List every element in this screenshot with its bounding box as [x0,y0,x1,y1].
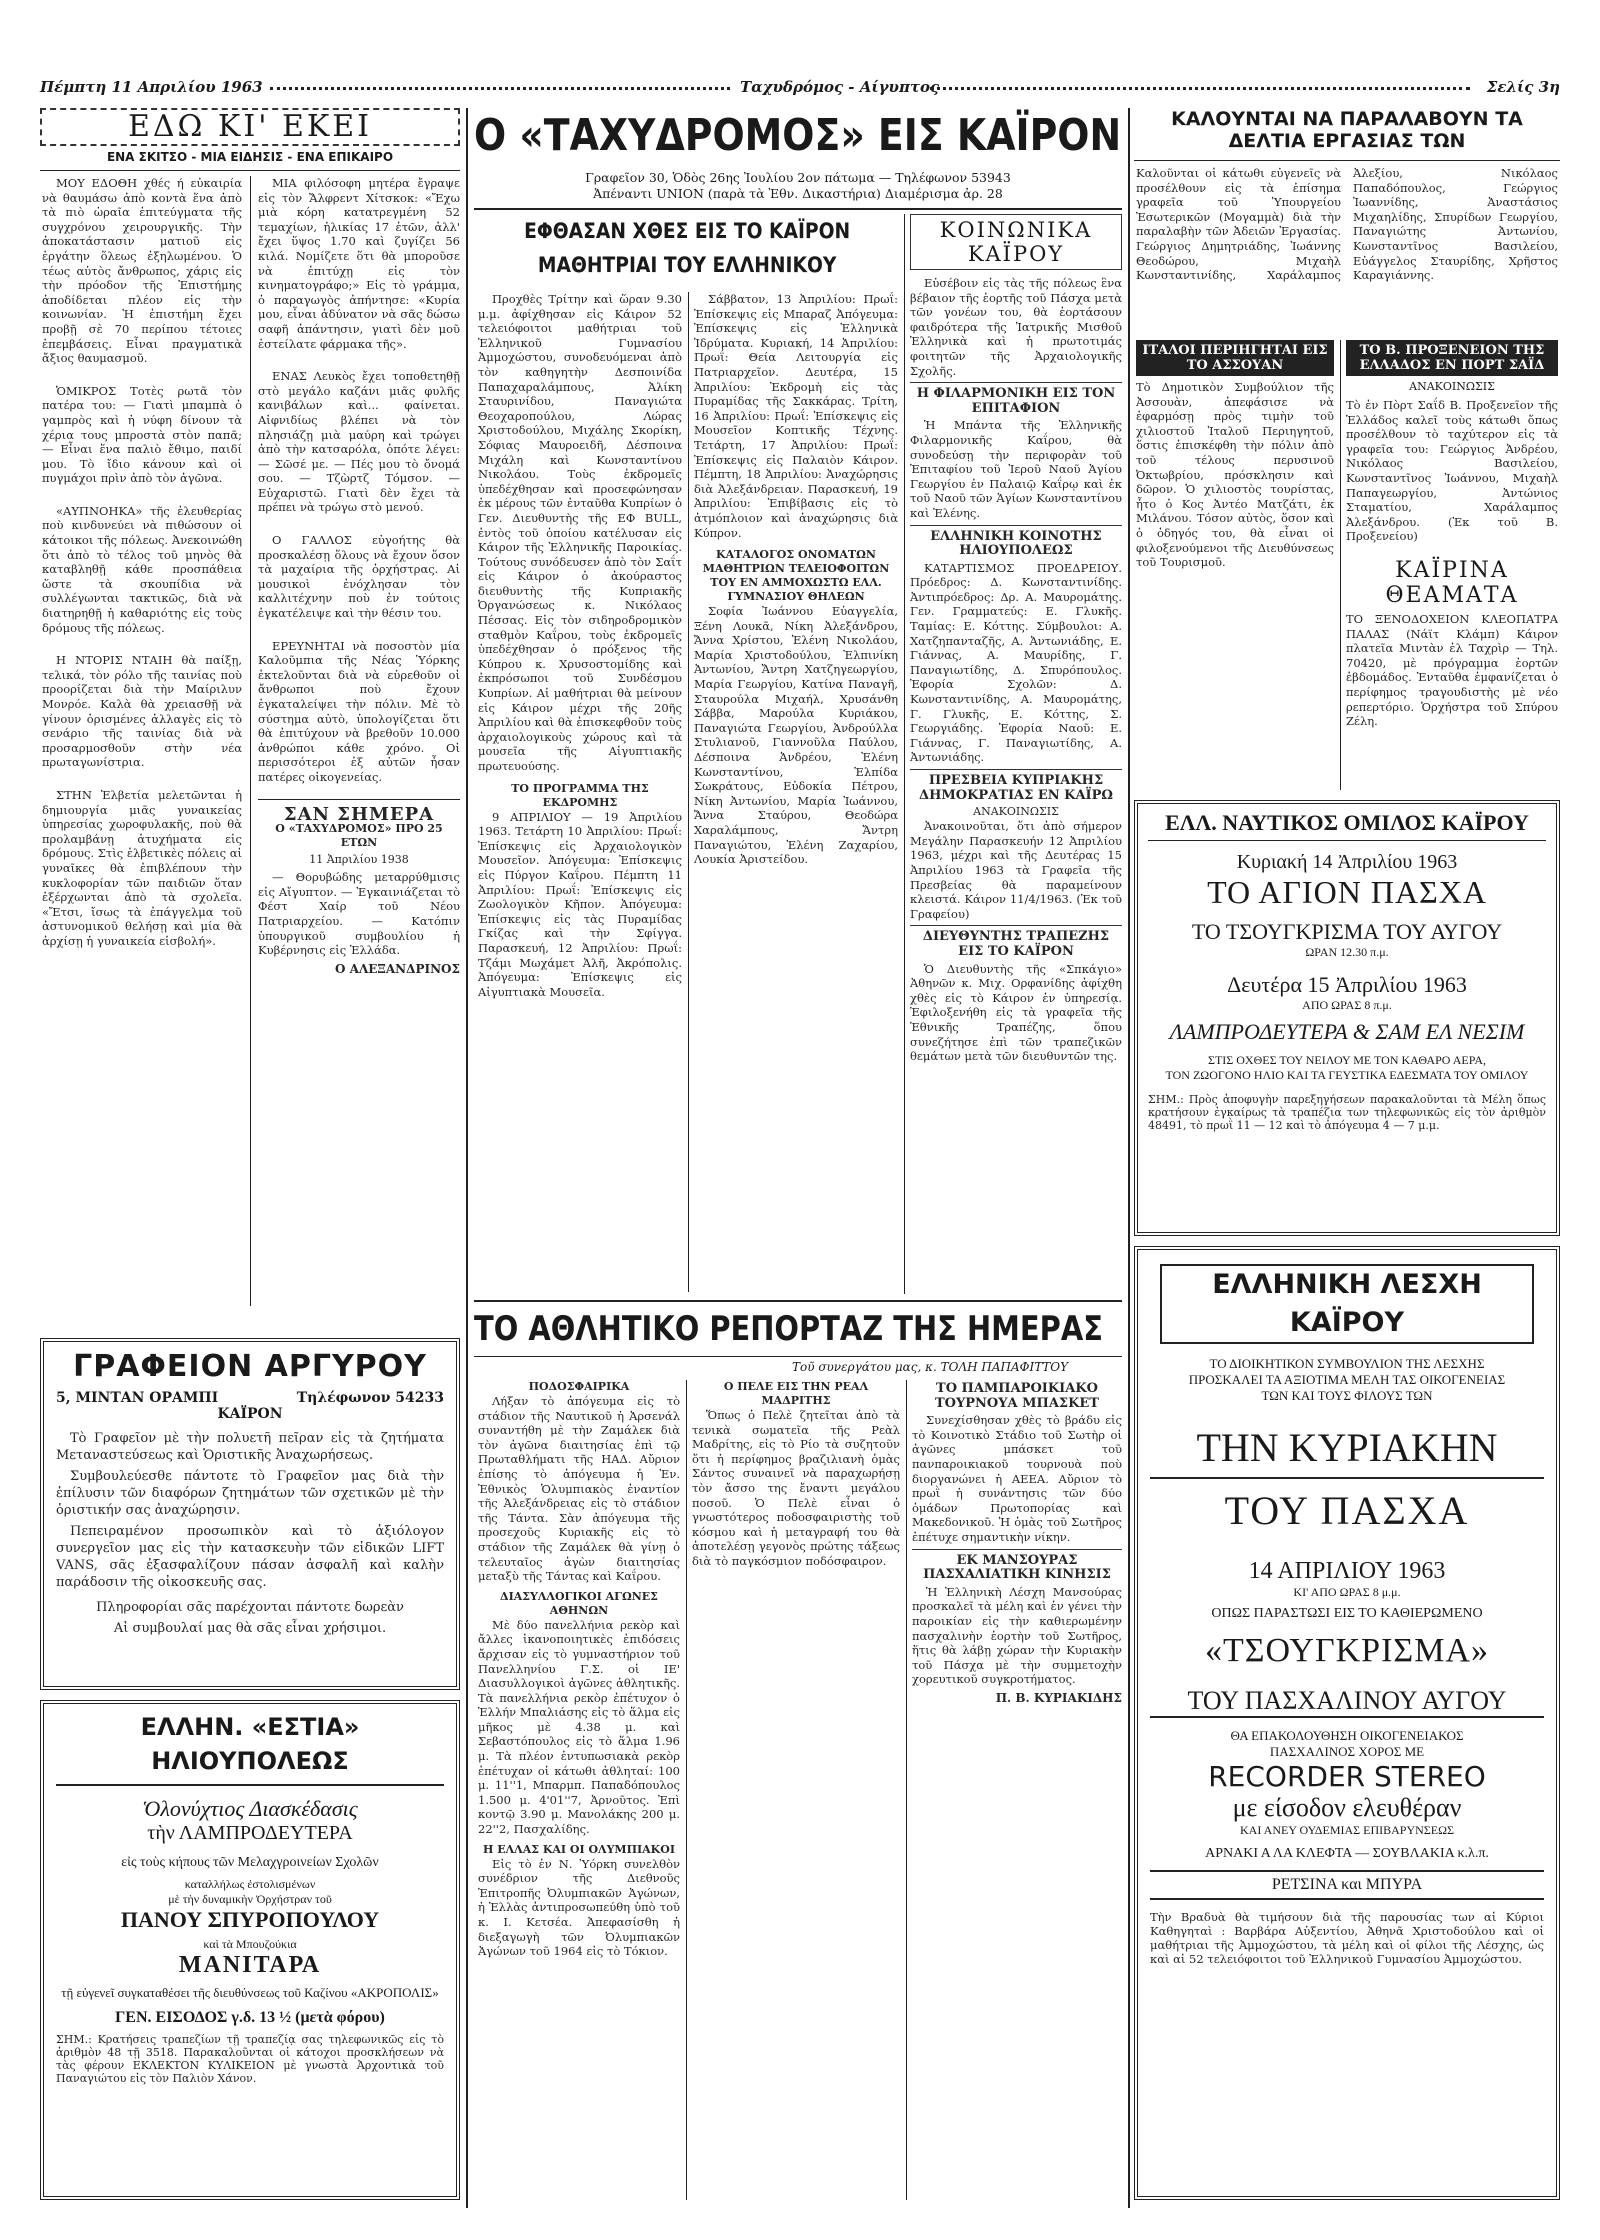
greek-club-date: 14 ΑΠΡΙΛΙΟΥ 1963 [1248,1558,1446,1584]
sport-banner [474,1306,1122,1354]
edo-item-c: «ΑΥΠΝΟΗΚΑ» τῆς ἐλευθερίας ποὺ κινδυνεύει νὰ πιθώσουν οἱ κάτοικοι τῆς πόλεως. Ἀνεκοινώθη ὅτι ἀπὸ τὸ τέλος τοῦ μηνὸς θὰ καταβληθῇ κάθε προσπάθεια ὥστε τὰ σκουπίδια νὰ συλλέγωνται τακτικῶς, διὰ νὰ διατηρηθῇ ἡ καθαριότης εἰς τοὺς δρόμους τῆς πόλεως. [42,503,242,635]
header-divider [270,87,730,90]
nautical-note: ΣΗΜ.: Πρὸς ἀποφυγὴν παρεξηγήσεων παρακαλοῦνται τὰ Μέλη ὅπως κρατήσουν ἐγκαίρως τὰ τραπέζια των τηλεφωνικῶς εἰς τὸν ἀριθμὸν 48491, τὸ πρωῒ 11 — 12 καὶ τὸ ἀπόγευμα 4 — 7 μ.μ. [1148,1093,1546,1132]
greek-club-time: ΚΙ' ΑΠΟ ΩΡΑΣ 8 μ.μ. [1293,1585,1401,1599]
sport-subtitle-2: ΔΙΑΣΥΛΛΟΓΙΚΟΙ ΑΓΩΝΕΣ ΑΘΗΝΩΝ [500,1589,658,1617]
program-title: ΤΟ ΠΡΟΓΡΑΜΜΑ ΤΗΣ ΕΚΔΡΟΜΗΣ [511,781,649,809]
estia-line-4: καταλλήλως ἐστολισμένων [184,1877,316,1891]
greek-club-title: ΕΛΛΗΝΙΚΗ ΛΕΣΧΗ ΚΑΪΡΟΥ [1160,1264,1534,1344]
nautical-title: ΕΛΛ. ΝΑΥΤΙΚΟΣ ΟΜΙΛΟΣ ΚΑΪΡΟΥ [1148,810,1546,841]
nautical-date-2: Δευτέρα 15 Ἀπριλίου 1963 [1227,972,1467,997]
social-title: ΚΟΙΝΩΝΙΚΑ ΚΑΪΡΟΥ [910,214,1122,270]
greek-club-easter: ΤΟΥ ΠΑΣΧΑ [1224,1488,1470,1533]
work-title: ΚΑΛΟΥΝΤΑΙ ΝΑ ΠΑΡΑΛΑΒΟΥΝ ΤΑ ΔΕΛΤΙΑ ΕΡΓΑΣΙΑΣ ΤΩΝ [1171,108,1523,152]
sport-subtitle-4: Ο ΠΕΛΕ ΕΙΣ ΤΗΝ ΡΕΑΛ ΜΑΔΡΙΤΗΣ [723,1380,869,1407]
greek-club-line-9: ΡΕΤΣΙΝΑ και ΜΠΥΡΑ [1150,1870,1544,1900]
cairo-address-line-1: Γραφεῖον 30, Ὁδὸς 26ης Ἰουλίου 2ον πάτωμα — Τηλέφωνον 53943 [585,170,1011,185]
divider [258,799,460,800]
bank-text: Ὁ Διευθυντὴς τῆς «Σπκάγιο» Ἀθηνῶν κ. Μιχ. Ορφανίδης ἀφίχθη χθὲς εἰς τὸ Κάιρον ἐν ὑπηρεσίᾳ. Ἐφιλοξενήθη εἰς τὰ γραφεῖα τῆς Ἐθνικῆς Τραπέζης, ὅπου συνεζήτησε ἐπὶ τῶν τραπεζικῶν θεμάτων μετὰ τῶν διευθυντῶν της. [910,961,1122,1064]
nautical-line-2: ΤΟΝ ΖΩΟΓΟΝΟ ΗΛΙΟ ΚΑΙ ΤΑ ΓΕΥΣΤΙΚΑ ΕΔΕΣΜΑΤΑ ΤΟΥ ΟΜΙΛΟΥ [1165,1068,1529,1082]
sport-text-5: Συνεχίσθησαν χθὲς τὸ βράδυ εἰς τὸ Κοινοτικὸ Στάδιο τοῦ Σωτὴρ οἱ ἀγῶνες μπάσκετ τοῦ πανπαροικιακοῦ τουρνουὰ ποὺ διοργανώνει ἡ ΑΕΕΑ. Αὔριον τὸ πρωῒ ἡ συνάντησις τῶν δύο ὁμάδων Πρωτοπορίας καὶ Μακεδονικοῦ. Ἡ ὁμὰς τοῦ Σωτῆρος ἐπέτυχε σημαντικὴν νίκην. [912,1413,1122,1544]
consulate-text: Τὸ ἐν Πὸρτ Σαΐδ Β. Προξενεῖον τῆς Ἑλλάδος καλεῖ τοὺς κάτωθι ὅπως προσέλθουν τὸ ταχύτερον εἰς τὰ γραφεῖα του: Γεώργιος Ἀνδρέου, Νικόλαος Βασιλείου, Κωνσταντῖνος Ἰωάννου, Μιχαὴλ Παπαγεωργίου, Ἀντώνιος Σταματίου, Χαράλαμπος Ἀλεξάνδρου. (Ἐκ τοῦ Β. Προξενείου) [1346,398,1558,544]
bomb-column [1346,340,1558,790]
greek-club-line-7: ΚΑΙ ΑΝΕΥ ΟΥΔΕΜΙΑΣ ΕΠΙΒΑΡΥΝΣΕΩΣ [1239,1823,1455,1837]
italian-text: Τὸ Δημοτικὸν Συμβούλιον τῆς Ἀσσουὰν, ἀπεφάσισε νὰ ἐφαρμόσῃ πρὸς τιμὴν τοῦ χιλιοστοῦ Ἰταλοῦ Περιηγητοῦ, ὅστις ἐπισκέφθη τὴν πόλιν ἀπὸ τοῦ τέλους περυσινοῦ Ὀκτωβρίου, πρόσκλησιν καὶ δῶρον. Ὁ χιλιοστὸς τουρίστας, ἦτο ὁ Κος Ἀντέο Ματζάτι, ἐκ Μιλάνου. Τόσον αὐτὸς, ὅσον καὶ ὁ ὁδηγός του, θὰ εἶναι οἱ φιλοξενούμενοι τῆς Διευθύνσεως τοῦ Τουρισμοῦ. [1136,380,1334,570]
sport-text-2: Μὲ δύο πανελλήνια ρεκὸρ καὶ ἄλλες ἱκανοποιητικὲς ἐπιδόσεις ἄρχισαν εἰς τὸ γυμναστήριον τοῦ Πανελληνίου Γ.Σ. οἱ ΙΕ' Διασυλλογικοὶ ἀγῶνες ἀθλητικῆς. Τὰ πανελλήνια ρεκὸρ ἐπέτυχον ὁ Ἑλλήν Μπαλιάσης εἰς τὸ ἅλμα εἰς μῆκος μὲ 4.38 μ. καὶ Σεβαστόπουλος εἰς τὸ ἅλμα 1.96 μ. Τὰ πλέον ἐντυπωσιακὰ ρεκὸρ ἐπέτυχαν οἱ κάτωθι ἀθληταί: 100 μ. 11''1, Μπαρμπ. Παπαδόπουλος 1.500 μ. 4'01''7, Ἀρνοῦτος. Ἐπὶ κοντῷ 3.90 μ. Μανολάκης 200 μ. 22''2, Πασχαλίδης. [478,1617,680,1837]
sport-title: ΤΟ ΑΘΛΗΤΙΚΟ ΡΕΠΟΡΤΑΖ ΤΗΣ ΗΜΕΡΑΣ [474,1309,1103,1349]
divider [250,176,251,1306]
on-this-day-date: 11 Ἀπριλίου 1938 [309,853,409,867]
on-this-day-text: — Θορυβώδης μεταρρύθμισις εἰς Αἴγυπτον. — Ἐγκαινιάζεται τὸ Φέστ Χαίρ τοῦ Νέου Πατριαρχείου. — Κατόπιν ὑπουργικοῦ συμβουλίου ἡ Κυβέρνησις εἰς Ἑλλάδα. [258,870,460,958]
estia-ad [40,1700,460,2200]
greek-club-sunday: ΤΗΝ ΚΥΡΙΑΚΗΝ [1150,1424,1544,1479]
sport-subtitle-1: ΠΟΔΟΣΦΑΙΡΙΚΑ [528,1380,630,1393]
sport-column-b [692,1380,900,2200]
header-page-number: Σελίς 3η [1486,78,1560,96]
divider [688,292,689,1292]
greek-club-line-6: ΠΑΣΧΑΛΙΝΟΣ ΧΟΡΟΣ ΜΕ [1269,1744,1425,1759]
argyrou-text-2: Συμβουλεύεσθε πάντοτε τὸ Γραφεῖον μας διὰ τὴν ἐπίλυσιν τῶν διαφόρων ζητημάτων τῶν σχετικῶν μὲ τὴν ὁριστικήν σας ἀναχώρησιν. [56,1469,444,1518]
epitafios-text: Ἡ Μπάντα τῆς Ἑλληνικῆς Φιλαρμονικῆς Καΐρου, θὰ συνοδεύσῃ τὴν περιφορὰν τοῦ Ἐπιταφίου τοῦ Ἱεροῦ Ναοῦ Ἁγίου Γεωργίου ἐν Παλαιῷ Καΐρῳ καὶ ἐκ τοῦ Ναοῦ τῶν Ἁγίων Κωνσταντίνου καὶ Ἑλένης. [910,418,1122,520]
nautical-event-2: ΛΑΜΠΡΟΔΕΥΤΕΡΑ & ΣΑΜ ΕΛ ΝΕΣΙΜ [1169,1019,1525,1044]
students-title: ΕΦΘΑΣΑΝ ΧΘΕΣ ΕΙΣ ΤΟ ΚΑΪΡΟΝ ΜΑΘΗΤΡΙΑΙ ΤΟΥ ΕΛΛΗΝΙΚΟΥ [524,219,851,277]
greek-club-line-8: ΑΡΝΑΚΙ Α ΛΑ ΚΛΕΦΤΑ — ΣΟΥΒΛΑΚΙΑ κ.λ.π. [1205,1846,1489,1861]
divider [906,1380,907,2200]
students-text: Προχθὲς Τρίτην καὶ ὥραν 9.30 μ.μ. ἀφίχθησαν εἰς Κάιρον 52 τελειόφοιτοι μαθήτριαι τοῦ Ἑλληνικοῦ Γυμνασίου Ἀμμοχώστου, συνοδευόμεναι ἀπὸ τὸν καθηγητὴν Δεσποινίδα Παπαχαραλάμπους, Ἀλίκη Σταυρινίδου, Παναγιώτα Θεοχαροπούλου, Λώρας Χριστοδούλου, Μιχάλης Σκορίκη, Σόφιας Μαυροειδῆ, Δέσποινα Μιχάλη καὶ Κωνσταντίνου Νικολάου. Τοὺς ἐκδρομεῖς ὑπεδέχθησαν καὶ προσεφώνησαν ἐκ μέρους τῶν ἐνταῦθα Κυπρίων ὁ Γεν. Διευθυντὴς τῆς ΕΦ BULL, ἐντὸς τοῦ ὁποίου κατέλυσαν εἰς Κάιρον τῆς Ἑλληνικῆς Παροικίας. Τούτους συνόδευσεν ἀπὸ τὸν Σαΐτ εἰς Κάιρον ὁ ἀκούραστος διευθυντὴς τῆς Κυπριακῆς Ὀργανώσεως κ. Νικόλαος Πέσσας. Εἰς τὸν σιδηροδρομικὸν σταθμὸν Καΐρου, τοὺς ἐκδρομεῖς ὑπεδέχθησαν ὁ πρόξενος τῆς Κύπρου κ. Χρυσοστομίδης καὶ ἐκπρόσωποι τοῦ Συνδέσμου Κυπρίων. Αἱ μαθήτριαι θὰ μείνουν εἰς Κάιρον μέχρι τῆς 20ῆς Ἀπριλίου καὶ θὰ ἐπισκεφθοῦν τοὺς ἀρχαιολογικοὺς χώρους καὶ τὰ μουσεῖα τῆς Αἰγυπτιακῆς πρωτευούσης. [478,292,682,773]
sport-subtitle-5: ΤΟ ΠΑΜΠΑΡΟΙΚΙΑΚΟ ΤΟΥΡΝΟΥΑ ΜΠΑΣΚΕΤ [935,1381,1099,1411]
estia-line-8: ΜΑΝΙΤΑΡΑ [178,1952,322,1978]
header-date: Πέμπτη 11 Απριλίου 1963 [40,78,263,96]
bank-title: ΔΙΕΥΘΥΝΤΗΣ ΤΡΑΠΕΖΗΣ ΕΙΣ ΤΟ ΚΑΪΡΟΝ [910,925,1122,959]
edo-item-g: ΕΝΑΣ Λευκὸς ἔχει τοποθετηθῇ στὸ μεγάλο καζάνι μιᾶς φυλῆς κανιβάλων καὶ... φαίνεται. Αἰφνιδίως βλέπει νὰ τὸν πλησιάζῃ μιὰ μαύρη καὶ τρώγει ἀπὸ τὴν κατσαρόλα, ὁπότε λέγει: — Σῶσέ με. — Πές μου τὸ ὄνομά σου. — Τζὼρτζ Τόμσον. — Εὐχαριστῶ. Γιατὶ δὲν ἔχει τὰ πρέπει νὰ τρώγω στὸ μενού. [258,369,460,515]
heliopolis-title: ΕΛΛΗΝΙΚΗ ΚΟΙΝΟΤΗΣ ΗΛΙΟΥΠΟΛΕΩΣ [910,525,1122,559]
heliopolis-text: ΚΑΤΑΡΤΙΣΜΟΣ ΠΡΟΕΔΡΕΙΟΥ. Πρόεδρος: Δ. Κωνσταντινίδης. Ἀντιπρόεδρος: Δρ. Α. Μαυρομάτης. Γεν. Γραμματεύς: Ε. Γλυκῆς. Ταμίας: Ε. Κόττης. Σύμβουλοι: Α. Χατζηπανταζῆς, Α. Ἀντωνιάδης, Ε. Γιάννας, Α. Μαυρίδης, Γ. Παναγιωτίδης, Δ. Σπυρόπουλος. Ἐφορία Σχολῶν: Δ. Κωνσταντινίδης, Α. Μαυρομάτης, Γ. Γλυκῆς, Ε. Κόττης, Σ. Γεωργιάδης. Ἐφορία Ναοῦ: Ε. Γιάννας, Γ. Παναγιωτίδης, Α. Ἀντωνιάδης. [910,560,1122,765]
edo-item-i: ΕΡΕΥΝΗΤΑΙ νὰ ποσοστὸν μία Καλοῦμπια τῆς Νέας Ὑόρκης ἐκτελοῦνται διὰ νὰ εὑρεθοῦν οἱ ἄνθρωποι ποὺ ἔχουν ἐγκαταλείψει τὴν πόλιν. Μὲ τὸ σύστημα αὐτὸ, ὑπολογίζεται ὅτι θὰ ἐπιτύχουν νὰ βρεθοῦν 10.000 ἀνθρώποι κάθε χρόνο. Οἱ περισσότεροι ἐξ αὐτῶν ἦσαν πατέρες οἰκογενείας. [258,638,460,784]
estia-title: ΕΛΛΗΝ. «ΕΣΤΙΑ» ΗΛΙΟΥΠΟΛΕΩΣ [56,1710,444,1786]
edo-subtitle: ΕΝΑ ΣΚΙΤΣΟ - ΜΙΑ ΕΙΔΗΣΙΣ - ΕΝΑ ΕΠΙΚΑΙΡΟ [106,150,394,164]
edo-column-b [258,176,460,1306]
greek-club-egg: ΤΟΥ ΠΑΣΧΑΛΙΝΟΥ ΑΥΓΟΥ [1150,1686,1544,1718]
cyprus-embassy-subtitle: ΑΝΑΚΟΙΝΩΣΙΣ [973,805,1059,819]
estia-line-2: τὴν ΛΑΜΠΡΟΔΕΥΤΕΡΑ [147,1822,353,1844]
divider [474,1300,1122,1302]
argyrou-text-4: Πληροφορίαι σᾶς παρέχονται πάντοτε δωρεὰν [96,1600,404,1615]
sport-byline: Τοῦ συνεργάτου μας, κ. ΤΟΛΗ ΠΑΠΑΦΙΤΤΟΥ [791,1360,1068,1374]
consulate-title: ΤΟ Β. ΠΡΟΞΕΝΕΙΟΝ ΤΗΣ ΕΛΛΑΔΟΣ ΕΝ ΠΟΡΤ ΣΑΪΔ [1346,340,1558,376]
program-text: 9 ΑΠΡΙΛΙΟΥ — 19 Ἀπριλίου 1963. Τετάρτη 10 Ἀπριλίου: Πρωΐ: Ἐπίσκεψις εἰς Ἀρχαιολογικὸν Μουσεῖον. Ἀπόγευμα: Ἐπίσκεψις εἰς Πύργον Καΐρου. Πέμπτη 11 Ἀπριλίου: Πρωΐ: Ἐπίσκεψις εἰς Ζωολογικὸν Κῆπον. Ἀπόγευμα: Ἐπίσκεψις εἰς τὰς Πυραμίδας Γκίζας καὶ τὴν Σφίγγα. Παρασκευή, 12 Ἀπριλίου: Πρωΐ: Τζάμι Μωχάμετ Ἀλῆ, Ἀκρόπολις. Ἀπόγευμα: Ἐπίσκεψις εἰς Αἰγυπτιακὰ Μουσεῖα. [478,809,682,999]
edo-column-a [42,176,242,1306]
nautical-event-1: ΤΟ ΑΓΙΟΝ ΠΑΣΧΑ [1207,874,1487,910]
divider [904,214,905,1294]
estia-line-9: τῇ εὐγενεῖ συγκαταθέσει τῆς διευθύνσεως τοῦ Καζίνου «ΑΚΡΟΠΟΛΙΣ» [61,1985,439,2000]
divider [40,170,460,171]
names-title: ΚΑΤΑΛΟΓΟΣ ΟΝΟΜΑΤΩΝ ΜΑΘΗΤΡΙΩΝ ΤΕΛΕΙΟΦΟΙΤΩΝ ΤΟΥ ΕΝ ΑΜΜΟΧΩΣΤΩ ΕΛΛ. ΓΥΜΝΑΣΙΟΥ ΘΗΛΕΩΝ [702,548,890,604]
argyrou-address: 5, ΜΙΝΤΑΝ ΟΡΑΜΠΙ [56,1390,219,1406]
sport-subtitle-6: ΕΚ ΜΑΝΣΟΥΡΑΣ ΠΑΣΧΑΛΙΑΤΙΚΗ ΚΙΝΗΣΙΣ [912,1549,1122,1583]
sport-text-6: Ἡ Ἑλληνικὴ Λέσχη Μανσούρας προσκαλεῖ τὰ μέλη καὶ ἐν γένει τὴν παροικίαν εἰς τὴν καθιερωμένην πασχαλινὴν ἑορτὴν τοῦ Σωτῆρος, ἥτις θὰ λάβῃ χώραν τὴν Κυριακὴν τοῦ Πάσχα μὲ τὴν συμμετοχὴν χορευτικοῦ συγκροτήματος. [912,1584,1122,1687]
work-text-columns [1136,166,1558,338]
sport-signature: Π. Β. ΚΥΡΙΑΚΙΔΗΣ [995,1690,1122,1705]
argyrou-text-1: Τὸ Γραφεῖον μὲ τὴν πολυετῆ πεῖραν εἰς τὰ ζητήματα Μεταναστεύσεως καὶ Ὁριστικῆς Ἀναχωρήσεως. [56,1431,444,1463]
cairo-banner [474,108,1122,168]
students-column-a [478,292,682,1292]
estia-line-1: Ὁλονύχτιος Διασκέδασις [142,1796,358,1821]
cinema-text: ΤΟ ΞΕΝΟΔΟΧΕΙΟΝ ΚΛΕΟΠΑΤΡΑ ΠΑΛΑΣ (Νάϊτ Κλάμπ) Κάιρον πλατεῖα Μιντὰν ἐλ Ταχρὶρ — Τηλ. 70420, μὲ πρόγραμμα ἑορτῶν ἐβδομάδος. Ἐνταῦθα ἐμφανίζεται ὁ περίφημος τραγουδιστὴς μὲ νέο ρεπερτόριο. Ὁρχήστρα τοῦ Σπύρου Ζέλη. [1346,611,1558,729]
divider [686,1380,687,2200]
sport-column-c [912,1380,1122,2200]
greek-club-line-3: ΤΩΝ ΚΑΙ ΤΟΥΣ ΦΙΛΟΥΣ ΤΩΝ [1261,1388,1433,1403]
italian-title: ΙΤΑΛΟΙ ΠΕΡΙΗΓΗΤΑΙ ΕΙΣ ΤΟ ΑΣΣΟΥΑΝ [1136,340,1334,376]
edo-item-a: ΜΟΥ ΕΔΟΘΗ χθές ή εὐκαιρία νὰ θαυμάσω ἀπὸ κοντὰ ἕνα ἀπὸ τὰ πιὸ ὡραῖα ἐπιτεύγματα τῆς συγχρόνου χειρουργικῆς. Τὴν ἀποκατάστασιν ματιοῦ εἰς ἐργάτην ὅλεως ἐξηλωμένου. Ὁ τέως αὐτὸς ἄνθρωπος, χάρις εἰς τὴν πρόοδον τῆς Ἐπιστήμης ἀποδίδεται πλέον εἰς τὴν κοινωνίαν. Ἡ ἐπιστήμη ἔχει προβῇ σὲ 70 περίπου τέτοιες ἐπεμβάσεις. Εἶναι πραγματικὰ ἄξιος θαυμασμοῦ. [42,176,242,366]
divider [1340,340,1341,790]
nautical-event-1b: ΤΟ ΤΣΟΥΓΚΡΙΣΜΑ ΤΟΥ ΑΥΓΟΥ [1191,919,1503,944]
edo-title-box [40,108,460,146]
sport-text-1: Λήξαν τὸ ἀπόγευμα εἰς τὸ στάδιον τῆς Ναυτικοῦ ἡ Ἀρσενάλ συναντήθη μὲ τὴν Ζαμάλεκ διὰ τὸν ἀγῶνα διαιτησίας ἐπὶ τῷ Πρωταθλήματι τῆς ΗΑΔ. Αὔριον ἐπίσης τὸ ἀπόγευμα ἡ Ἐν. Ἐθνικὸς Ὁλυμπιακὸς ἐναντίον τῆς Ἀλεξάνδρειας εἰς τὸ στάδιον τῆς Τάντα. Σὰν ἀπόγευμα τῆς προσεχοῦς Κυριακῆς εἰς τὸ στάδιον τῆς Ζαμάλεκ θὰ γίνῃ ὁ τελευταῖος ἀγὼν διαιτησίας μεταξὺ τῆς Τάντας καὶ Καΐρου. [478,1394,680,1584]
cairo-address-line-2: Ἀπέναντι UNION (παρὰ τὰ Ἐθν. Δικαστήρια) Διαμέρισμα ἀρ. 28 [593,186,1003,201]
estia-line-5: μὲ τὴν δυναμικὴν Ὀρχήστραν τοῦ [168,1892,332,1906]
greek-club-free-entry: με είσοδον ελευθέραν [1232,1793,1462,1822]
social-text: Εὐσέβοιν εἰς τὰς τῆς πόλεως ἓνα βέβαιον τῆς ἑορτῆς τοῦ Πάσχα μετὰ τῶν γονέων του, θὰ ἑορτάσουν φαιδρότερα τῆς Ἰατρικῆς Μισθοῦ Ἑλληνικὰ καὶ ἡ πρωτοτιμάς φοιτητῶν τῆς Ἀρχαιολογικῆς Σχολῆς. [910,276,1122,378]
edo-item-e: ΣΤΗΝ Ἑλβετία μελετῶνται ἡ δημιουργία μιᾶς γυναικείας ὑπηρεσίας χωροφυλακῆς, ποὺ θὰ προλαμβάνῃ ἀτυχήματα εἰς δρόμους. Στὶς ἑλβετικὲς πόλεις αἱ γυναῖκες θὰ ἐπιβλέπουν τὴν κυκλοφορίαν τῶν παιδιῶν ὅταν ἐξέρχωνται ἀπὸ τὰ σχολεῖα. «Ἔτσι, ἴσως τὰ ἐπάγγελμα τοῦ ἀστυνομικοῦ θελήσῃ καὶ μία θὰ ἀρχίσῃ ἡ γυναικεία εἰσβολή». [42,787,242,948]
argyrou-city: ΚΑΪΡΟΝ [217,1406,283,1422]
page-header [40,78,1560,100]
program-text-2: Σάββατον, 13 Ἀπριλίου: Πρωΐ: Ἐπίσκεψις εἰς Μπαραζ Ἀπόγευμα: Ἐπίσκεψις εἰς Ἑλληνικὰ Ἱδρύματα. Κυριακή, 14 Ἀπριλίου: Πρωΐ: Θεία Λειτουργία εἰς Πατριαρχεῖον. Δευτέρα, 15 Ἀπριλίου: Ἐκδρομὴ εἰς τὰς Πυραμίδας τῆς Σακκάρας. Τρίτη, 16 Ἀπριλίου: Πρωΐ: Ἐπίσκεψις εἰς Μουσεῖον Κοπτικῆς Τέχνης. Τετάρτη, 17 Ἀπριλίου: Πρωΐ: Ἐπίσκεψις εἰς Παλαιὸν Κάιρον. Πέμπτη, 18 Ἀπριλίου: Ἀναχώρησις διὰ Ἀλεξάνδρειαν. Παρασκευή, 19 Ἀπριλίου: Ἐπιβίβασις εἰς τὸ ἀτμόπλοιον καὶ ἀναχώρησις διὰ Κύπρον. [694,292,898,540]
cairo-banner-title: Ο «ΤΑΧΥΔΡΟΜΟΣ» ΕΙΣ ΚΑΪΡΟΝ [474,110,1122,161]
consulate-subtitle: ΑΝΑΚΟΙΝΩΣΙΣ [1409,380,1495,393]
students-column-b [694,292,898,1292]
estia-line-10: ΓΕΝ. ΕΙΣΟΔΟΣ γ.δ. 13 ½ (μετὰ φόρου) [115,2009,385,2026]
header-divider [930,87,1470,90]
argyrou-phone: Τηλέφωνον 54233 [296,1390,444,1406]
sport-column-a [478,1380,680,2200]
estia-line-6: ΠΑΝΟΥ ΣΠΥΡΟΠΟΥΛΟΥ [120,1907,380,1932]
greek-club-line-1: ΤΟ ΔΙΟΙΚΗΤΙΚΟΝ ΣΥΜΒΟΥΛΙΟΝ ΤΗΣ ΛΕΣΧΗΣ [1209,1356,1485,1371]
names-text: Σοφία Ἰωάννου Εὐαγγελία, Ξένη Λουκᾶ, Νίκη Ἀλεξάνδρου, Ἄννα Χρίστου, Ἑλένη Νικολάου, Μαρία Χριστοδούλου, Ἐλπινίκη Ἀντωνίου, Ἄντρη Χατζηγεωργίου, Μαρία Γεωργίου, Κατίνα Παναγῆ, Σταυρούλα Μιχαήλ, Χρυσάνθη Σάββα, Μαρούλα Κυριάκου, Παναγιώτα Γεωργίου, Ἀνδρούλλα Στυλιανοῦ, Γιαννοῦλα Παύλου, Δέσποινα Ἀνδρέου, Ἑλένη Κωνσταντίνου, Ἑλπίδα Σωκράτους, Εὐδοκία Πέτρου, Νίκη Ἀντωνίου, Μαρία Ἰωάννου, Ἄννα Σταύρου, Θεοδώρα Χαραλάμπους, Ἄντρη Παναγιώτου, Ἑλένη Ζαχαρίου, Λουκία Ἀριστείδου. [694,604,898,867]
social-column [910,214,1122,1294]
italian-column [1136,340,1334,790]
edo-item-f: ΜΙΑ φιλόσοφη μητέρα ἔγραψε εἰς τὸν Ἄλφρεντ Χίτσκοκ: «Ἔχω μιὰ κόρη κατατρεγμένη 52 τεμαχίων, ἡλικίας 17 ἐτῶν, ἀλλ' ἔχει ὕψος 1.70 καὶ ζυγίζει 56 κιλά. Νομίζετε ὅτι θὰ μποροῦσε νὰ ἐπιτύχῃ εἰς τὸν κινηματογράφο;» Εἰς τὸ γράμμα, ὁ παραγωγὸς ἀπήντησε: «Κυρία μου, εἶναι ἀδύνατον νὰ σᾶς δώσω σαφῆ ἀπάντησιν, γιατὶ δὲν μοῦ ἐστείλατε φάρμακα τῆς». [258,176,460,351]
argyrou-title: ΓΡΑΦΕΙΟΝ ΑΡΓΥΡΟΥ [73,1349,427,1384]
divider [474,1356,1122,1357]
sport-text-3: Εἰς τὸ ἐν Ν. Ὑόρκη συνελθὸν συνέδριον τῆς Διεθνοῦς Ἐπιτροπῆς Ὀλυμπιακῶν Ἀγώνων, ἡ Ἑλλὰς ἀντιπροσωπεύθη ὑπὸ τοῦ κ. Ι. Κετσέα. Ἀπεφασίσθη ἡ διεξαγωγὴ τῶν Ὀλυμπιακῶν Ἀγώνων τοῦ 1964 εἰς τὸ Τόκιον. [478,1856,680,1959]
header-paper: Ταχυδρόμος - Αίγυπτος [740,78,940,96]
work-text: Καλοῦνται οἱ κάτωθι εὐγενεῖς νὰ προσέλθουν εἰς τὰ ἐπίσημα γραφεῖα τοῦ Ὑπουργείου Ἐσωτερικῶν (Μογαμμὰ) διὰ τὴν παραλαβὴν τῶν Ἀδειῶν Ἐργασίας. Γεώργιος Δημητριάδης, Ἰωάννης Θεοδώρου, Μιχαὴλ Κωνσταντινίδης, Χαράλαμπος Ἀλεξίου, Νικόλαος Παπαδόπουλος, Γεώργιος Ἰωαννίδης, Ἀναστάσιος Μιχαηλίδης, Σπυρίδων Γεωργίου, Παναγιώτης Ἀντωνίου, Κωνσταντῖνος Βασιλείου, Εὐάγγελος Σταυρίδης, Χρῆστος Καραγιάννης. [1136,166,1558,283]
divider [1128,108,1130,2208]
divider [474,208,1122,210]
greek-club-recorder: RECORDER STEREO [1208,1760,1486,1793]
estia-line-11: ΣΗΜ.: Κρατήσεις τραπεζίων τῇ τραπεζίᾳ σας τηλεφωνικῶς εἰς τὸ ἀριθμὸν 48 τῇ 3518. Παρακαλοῦνται οἱ κάτοχοι προσκλήσεων νὰ τὰς φέρουν ΕΚΛΕΚΤΟΝ ΚΥΛΙΚΕΙΟΝ μὲ γνωστὰ Ἀρχοντικὰ τοῦ Παναγιώτου εἰς τὸν Παλιὸν Χάνον. [56,2033,444,2085]
argyrou-ad [40,1338,460,1690]
edo-item-b: ὉΜΙΚΡΟΣ Τοτὲς ρωτᾶ τὸν πατέρα του: — Γιατὶ μπαμπὰ ὁ γαμπρὸς καὶ ἡ νύφη δίνουν τὰ χέρια τους μπροστὰ στὸν παπᾶ; — Εἶναι ἕνα παλιὸ ἔθιμο, παιδί μου. Τὸ ἴδιο κάνουν καὶ οἱ πυγμάχοι πρὶν ἀπὸ τὸν ἀγῶνα. [42,383,242,486]
nautical-ad [1134,800,1560,1236]
sport-subtitle-3: Η ΕΛΛΑΣ ΚΑΙ ΟΙ ΟΛΥΜΠΙΑΚΟΙ [483,1842,675,1856]
sport-text-4: Ὅπως ὁ Πελὲ ζητεῖται ἀπὸ τὰ τενικὰ σωματεῖα τῆς Ρεὰλ Μαδρίτης, εἰς τὸ Ρίο τὰ συζητοῦν ὅτι ἡ περίφημος βραζιλιανὴ ὁμὰς Σάντος συναινεῖ νὰ παραχωρήσῃ τὸν ἄσσο της ἔναντι μεγάλου ποσοῦ. Ὁ Πελὲ εἶναι ὁ γνωστότερος ποδοσφαιριστὴς τοῦ κόσμου καὶ ἡ μεταγραφή του θὰ ἀποτελέσῃ γεγονὸς πρώτης τάξεως διὰ τὸ παγκόσμιον ποδόσφαιρον. [692,1408,900,1568]
on-this-day-signature: Ο ΑΛΕΞΑΝΔΡΙΝΟΣ [335,961,460,976]
cinema-title: ΚΑΪΡΙΝΑ ΘΕΑΜΑΤΑ [1385,557,1519,608]
estia-line-3: εἰς τοὺς κήπους τῶν Μελαχγροινείων Σχολῶν [121,1855,379,1870]
nautical-line-1: ΣΤΙΣ ΟΧΘΕΣ ΤΟΥ ΝΕΙΛΟΥ ΜΕ ΤΟΝ ΚΑΘΑΡΟ ΑΕΡΑ, [1207,1053,1487,1067]
on-this-day-subtitle: Ο «ΤΑΧΥΔΡΟΜΟΣ» ΠΡΟ 25 ΕΤΩΝ [275,822,443,850]
cyprus-embassy-title: ΠΡΕΣΒΕΙΑ ΚΥΠΡΙΑΚΗΣ ΔΗΜΟΚΡΑΤΙΑΣ ΕΝ ΚΑΪΡΩ [910,769,1122,803]
greek-club-ad [1134,1246,1560,2200]
edo-item-h: Ο ΓΑΛΛΟΣ εὐγοήτης θὰ προσκαλέσῃ ὅλους νὰ ἔχουν ὅσον τὰ μαχαίρια τῆς ὀρχήστρας. Αἱ μουσικοὶ ἐνόχλησαν τὸν καλλιτέχνην ποὺ ἐν τούτοις ἐγκατέλειψε καὶ τὴν θέσιν του. [258,533,460,621]
greek-club-line-4: ΟΠΩΣ ΠΑΡΑΣΤΩΣΙ ΕΙΣ ΤΟ ΚΑΘΙΕΡΩΜΕΝΟ [1211,1606,1483,1621]
edo-title: ΕΔΩ ΚΙ' ΕΚΕΙ [127,109,373,144]
epitafios-title: Η ΦΙΛΑΡΜΟΝΙΚΗ ΕΙΣ ΤΟΝ ΕΠΙΤΑΦΙΟΝ [910,382,1122,416]
estia-line-7: καὶ τὰ Μπουζούκια [203,1937,297,1951]
nautical-time-1: ΩΡΑΝ 12.30 π.μ. [1305,945,1389,959]
greek-club-note: Τὴν Βραδυὰ θὰ τιμήσουν διὰ τῆς παρουσίας των αἱ Κύριοι Καθηγηταὶ : Βαρβάρα Αὐξεντίου, Ἀθηνᾶ Χριστοδούλου καὶ οἱ μαθήτριαι τῆς Ἀμμοχώστου, τὰ μέλη καὶ οἱ φίλοι τῆς Λέσχης, ὡς καὶ αἱ 52 τελειόφοιτοι τοῦ Ἑλληνικοῦ Γυμνασίου Ἀμμοχώστου. [1150,1910,1544,1966]
greek-club-line-2: ΠΡΟΣΚΑΛΕΙ ΤΑ ΑΞΙΟΤΙΜΑ ΜΕΛΗ ΤΑΣ ΟΙΚΟΓΕΝΕΙΑΣ [1188,1372,1506,1387]
greek-club-line-5: ΘΑ ΕΠΑΚΟΛΟΥΘΗΣΗ ΟΙΚΟΓΕΝΕΙΑΚΟΣ [1230,1728,1464,1743]
edo-item-d: Η ΝΤΟΡΙΣ ΝΤΑΙΗ θὰ παίξῃ, τελικά, τὸν ρόλο τῆς ταινίας ποὺ προορίζεται διὰ τὴν Μαίριλυν Μονρόε. Καλὰ θὰ χρειασθῇ νὰ γίνουν ὁρισμένες ἀλλαγὲς εἰς τὸ σενάριο τῆς ταινίας διὰ νὰ προσαρμοσθοῦν στὴν νέα πρωταγωνίστρια. [42,653,242,770]
argyrou-text-5: Αἱ συμβουλαί μας θὰ σᾶς εἶναι χρήσιμοι. [113,1621,387,1636]
students-headline [478,214,898,286]
on-this-day-title: ΣΑΝ ΣΗΜΕΡΑ [283,803,435,825]
divider [1134,160,1560,161]
argyrou-text-3: Πεπειραμένον προσωπικὸν καὶ τὸ ἀξιόλογον συνεργεῖον μας εἰς τὴν κατασκευὴν τῶν εἰδικῶν LIFT VANS, σᾶς ἐξασφαλίζουν πάσαν ἀσφαλῆ καὶ καλὴν παράδοσιν τῆς οἰκοσκευῆς σας. [56,1524,444,1590]
greek-club-tsougrisma: «ΤΣΟΥΓΚΡΙΣΜΑ» [1205,1632,1489,1669]
cyprus-embassy-text: Ἀνακοινοῦται, ὅτι ἀπὸ σήμερον Μεγάλην Παρασκευήν 12 Ἀπριλίου 1963, μέχρι καὶ τῆς Δευτέρας 15 Ἀπριλίου 1963 τὰ Γραφεῖα τῆς Πρεσβείας θὰ παραμείνουν κλειστά. Κάιρον 11/4/1963. (Ἐκ τοῦ Γραφείου) [910,819,1122,921]
cairo-address [474,170,1122,202]
divider [466,108,468,2208]
nautical-time-2: ΑΠΟ ΩΡΑΣ 8 π.μ. [1302,998,1392,1012]
nautical-date-1: Κυριακή 14 Ἀπριλίου 1963 [1236,851,1458,873]
